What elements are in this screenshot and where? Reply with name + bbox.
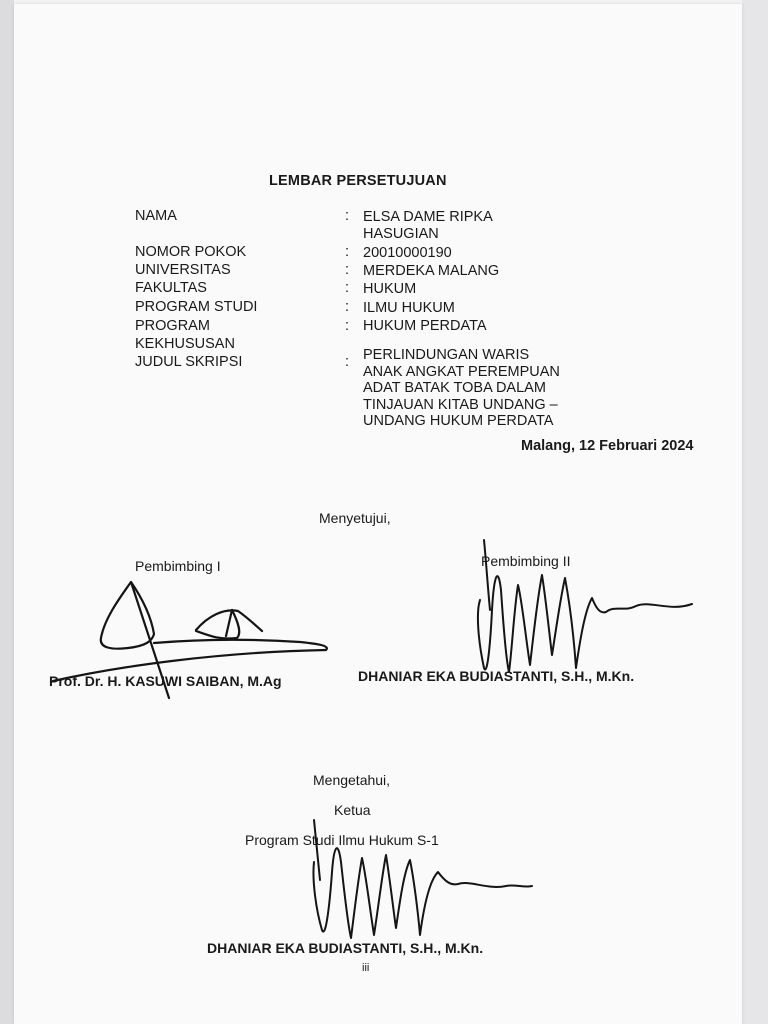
field-value-kekhususan: HUKUM PERDATA [363,318,487,334]
field-label-nomor-pokok: NOMOR POKOK [135,244,247,260]
value-line: ANAK ANGKAT PEREMPUAN [363,363,560,380]
scan-right-edge [742,0,768,1024]
chair-label: Ketua [334,802,371,818]
field-label-kekhususan: KEKHUSUSAN [135,336,235,352]
field-colon: : [345,299,350,315]
program-label: Program Studi Ilmu Hukum S-1 [245,832,439,848]
value-line: HASUGIAN [363,225,439,242]
field-colon: : [345,280,350,296]
field-colon: : [345,354,350,370]
field-colon: : [345,208,350,224]
advisor1-name: Prof. Dr. H. KASUWI SAIBAN, M.Ag [49,673,282,689]
field-value-universitas: MERDEKA MALANG [363,263,500,279]
value-line: ADAT BATAK TOBA DALAM [363,380,546,396]
acknowledged-label: Mengetahui, [313,772,391,788]
field-value-fakultas: HUKUM [363,281,417,297]
field-value-nama [363,209,493,242]
advisor2-label: Pembimbing II [481,553,571,569]
page-number: iii [362,962,370,974]
field-value-program-studi: ILMU HUKUM [363,300,455,316]
place-date: Malang, 12 Februari 2024 [521,438,694,454]
field-colon: : [345,318,350,334]
value-line: PERLINDUNGAN WARIS [363,347,530,363]
field-label-program-studi: PROGRAM STUDI [135,299,258,315]
field-label-nama: NAMA [135,208,177,224]
field-label-fakultas: FAKULTAS [135,280,207,296]
field-label-program: PROGRAM [135,318,210,334]
value-line: ELSA DAME RIPKA [363,209,493,225]
field-value-nomor-pokok: 20010000190 [363,245,452,261]
approved-label: Menyetujui, [319,510,391,526]
advisor2-name: DHANIAR EKA BUDIASTANTI, S.H., M.Kn. [358,668,635,684]
field-colon: : [345,262,350,278]
scan-left-edge [0,0,14,1024]
field-label-judul-skripsi: JUDUL SKRIPSI [135,354,243,370]
field-value-judul-skripsi [363,347,560,430]
field-colon: : [345,244,350,260]
advisor1-label: Pembimbing I [135,558,221,574]
document-title: LEMBAR PERSETUJUAN [269,173,447,189]
value-line: UNDANG HUKUM PERDATA [363,413,554,429]
chair-name: DHANIAR EKA BUDIASTANTI, S.H., M.Kn. [207,940,484,956]
value-line: TINJAUAN KITAB UNDANG – [363,396,558,413]
field-label-universitas: UNIVERSITAS [135,262,231,278]
